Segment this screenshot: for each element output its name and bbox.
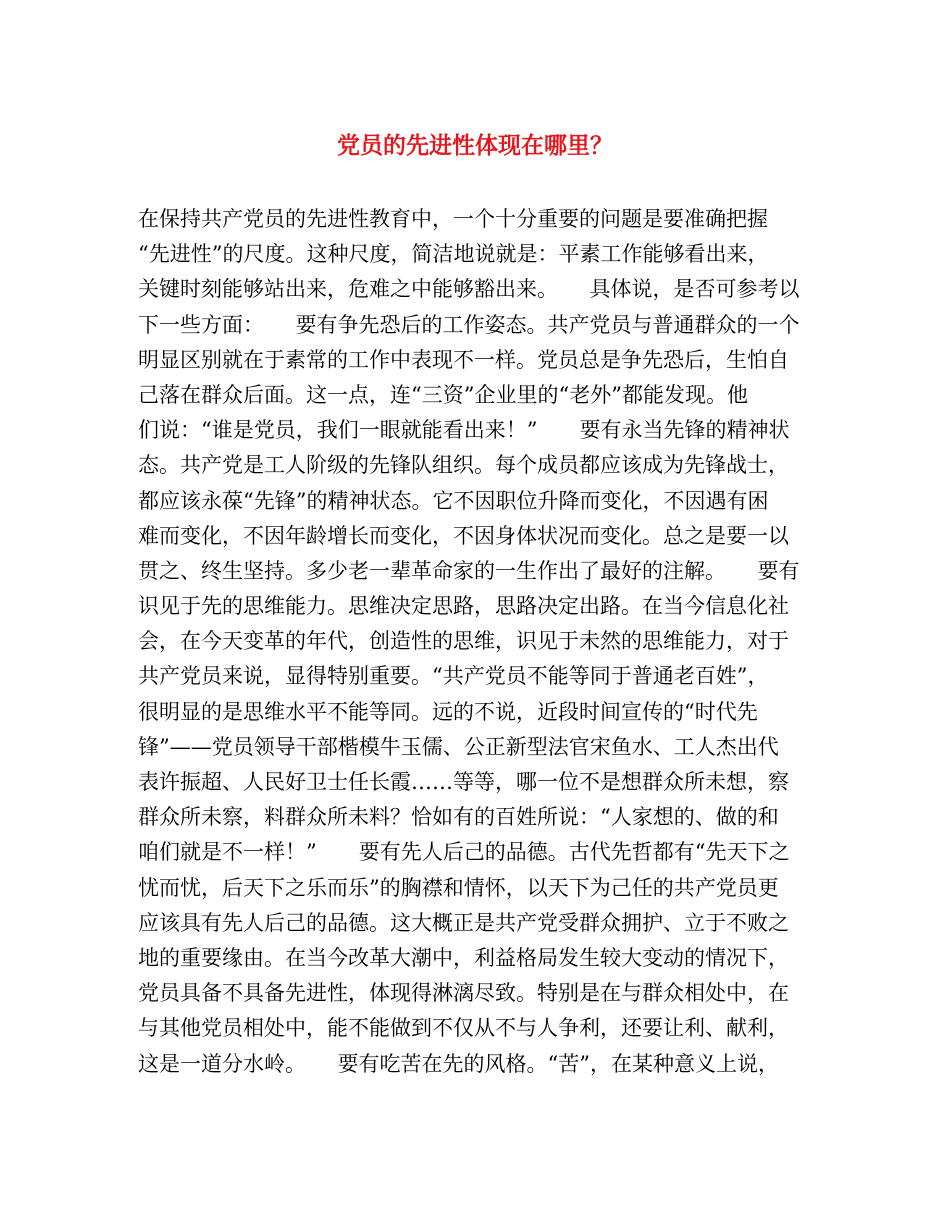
body-line: 难而变化，不因年龄增长而变化，不因身体状况而变化。总之是要一以 [138, 523, 789, 548]
body-line: 态。共产党是工人阶级的先锋队组织。每个成员都应该成为先锋战士， [138, 453, 789, 478]
body-line: 都应该永葆“先锋”的精神状态。它不因职位升降而变化，不因遇有困 [138, 488, 769, 513]
body-line: 很明显的是思维水平不能等同。远的不说，近段时间宣传的“时代先 [138, 699, 758, 724]
body-line: 表许振超、人民好卫士任长霞……等等，哪一位不是想群众所未想，察 [138, 770, 789, 794]
body-line: “先进性”的尺度。这种尺度，简洁地说就是：平素工作能够看出来， [138, 242, 769, 267]
body-line: 与其他党员相处中，能不能做到不仅从不与人争利，还要让利、献利， [138, 1016, 789, 1041]
body-line: 会，在今天变革的年代，创造性的思维，识见于未然的思维能力，对于 [138, 629, 789, 654]
body-line: 这是一道分水岭。 要有吃苦在先的风格。“苦”，在某种意义上说， [138, 1051, 779, 1076]
body-line: 锋”——党员领导干部楷模牛玉儒、公正新型法官宋鱼水、工人杰出代 [138, 734, 779, 759]
body-line: 们说：“谁是党员，我们一眼就能看出来！” 要有永当先锋的精神状 [138, 418, 790, 443]
body-line: 己落在群众后面。这一点，连“三资”企业里的“老外”都能发现。他 [138, 382, 748, 407]
body-line: 地的重要缘由。在当今改革大潮中，利益格局发生较大变动的情况下， [138, 945, 789, 970]
body-line: 咱们就是不一样！” 要有先人后己的品德。古代先哲都有“先天下之 [138, 840, 790, 865]
body-line: 关键时刻能够站出来，危难之中能够豁出来。 具体说，是否可参考以 [138, 277, 800, 302]
body-line: 明显区别就在于素常的工作中表现不一样。党员总是争先恐后，生怕自 [138, 347, 789, 372]
body-line: 贯之、终生坚持。多少老一辈革命家的一生作出了最好的注解。 要有 [138, 558, 800, 583]
body-line: 党员具备不具备先进性，体现得淋漓尽致。特别是在与群众相处中，在 [138, 981, 789, 1006]
body-line: 在保持共产党员的先进性教育中，一个十分重要的问题是要准确把握 [138, 207, 768, 231]
document-body [138, 202, 828, 1082]
body-line: 共产党员来说，显得特别重要。“共产党员不能等同于普通老百姓”， [138, 664, 769, 689]
body-line: 应该具有先人后己的品德。这大概正是共产党受群众拥护、立于不败之 [138, 910, 789, 935]
body-line: 忧而忧，后天下之乐而乐”的胸襟和情怀，以天下为己任的共产党员更 [138, 875, 779, 900]
body-line: 下一些方面： 要有争先恐后的工作姿态。共产党员与普通群众的一个 [138, 312, 800, 337]
body-line: 识见于先的思维能力。思维决定思路，思路决定出路。在当今信息化社 [138, 594, 789, 619]
document-title: 党员的先进性体现在哪里？ [337, 132, 613, 159]
body-line: 群众所未察，料群众所未料？恰如有的百姓所说：“人家想的、做的和 [138, 805, 779, 830]
